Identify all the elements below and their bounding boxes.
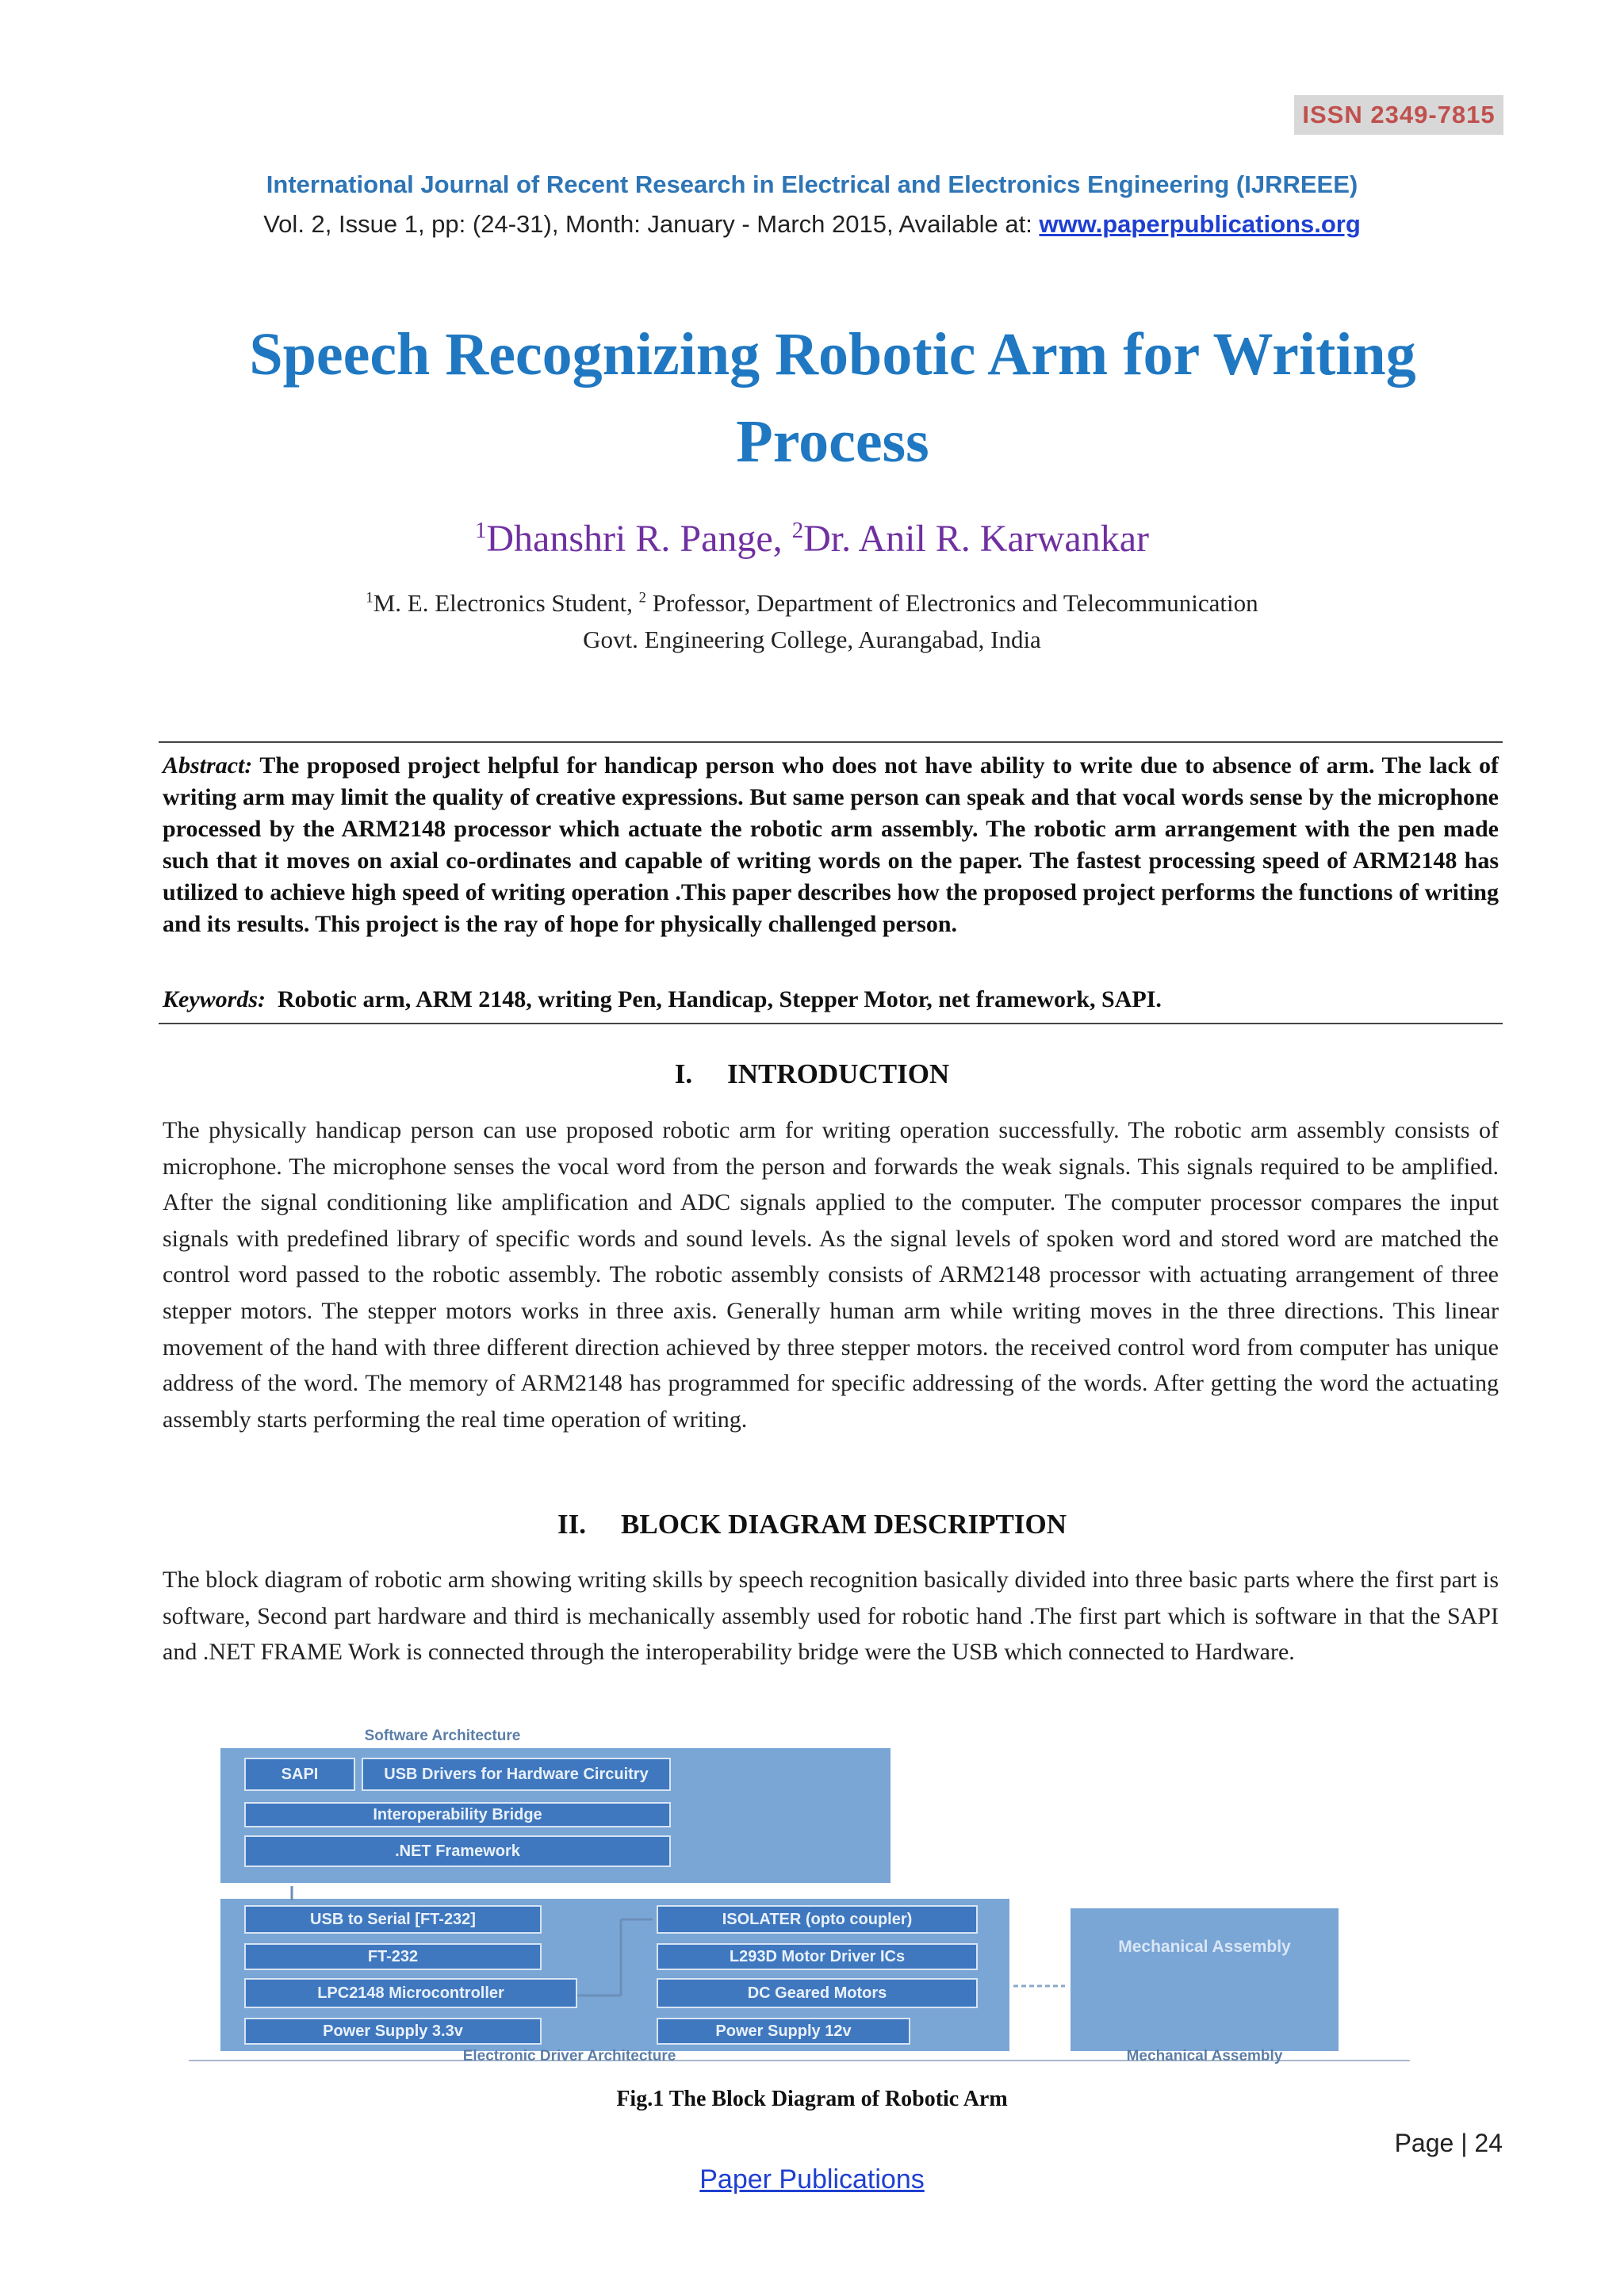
l293d-block: L293D Motor Driver ICs (657, 1943, 978, 1970)
figure-caption: Fig.1 The Block Diagram of Robotic Arm (616, 2087, 1008, 2111)
keywords-text: Robotic arm, ARM 2148, writing Pen, Handicap, Stepper Motor, net framework, SAPI. (278, 986, 1162, 1012)
author-1: Dhanshri R. Pange, (486, 518, 783, 560)
usb-to-serial-block: USB to Serial [FT-232] (244, 1905, 542, 1934)
section-title: BLOCK DIAGRAM DESCRIPTION (621, 1509, 1067, 1540)
usb-drivers-block: USB Drivers for Hardware Circuitry (362, 1758, 671, 1791)
journal-website-link[interactable]: www.paperpublications.org (1039, 210, 1361, 238)
authors (0, 517, 1624, 561)
mechanical-assembly-title: Mechanical Assembly (1126, 2048, 1283, 2064)
introduction-paragraph: The physically handicap person can use proposed robotic arm for writing operation successfully. The robotic arm assembly consists of microphone. The microphone senses the vocal word from the person and forwards the weak signals. This signals required to be amplified. After the signal conditioning like amplification and ADC signals applied to the computer. The computer processor compares the input signals with predefined library of specific words and sound levels. As the signal levels of spoken word and stored word are matched the control word passed to the robotic assembly. The robotic assembly consists of ARM2148 processor with actuating arrangement of three stepper motors. The stepper motors works in three axis. Generally human arm while writing moves in the three directions. This linear movement of the hand with three different direction achieved by three stepper motors. the received control word from computer has unique address of the word. The memory of ARM2148 has programmed for specific addressing of the words. After getting the word the actuating assembly starts performing the real time operation of writing. (163, 1117, 1499, 1433)
paper-title-line-2: Process (736, 408, 929, 475)
affiliation-line-2: Govt. Engineering College, Aurangabad, India (583, 626, 1041, 653)
abstract (163, 750, 1499, 940)
block-diagram-figure (189, 1724, 1410, 2065)
dc-geared-motors-block: DC Geared Motors (657, 1978, 978, 2008)
page-number: Page | 24 (1394, 2129, 1503, 2157)
electronic-driver-architecture-title: Electronic Driver Architecture (462, 2048, 676, 2064)
issn-badge: ISSN 2349-7815 (1294, 95, 1503, 135)
section-title: INTRODUCTION (727, 1058, 950, 1089)
dotnet-framework-block: .NET Framework (244, 1835, 671, 1867)
affiliation-line-1 (0, 585, 1624, 622)
abstract-text: The proposed project helpful for handicap person who does not have ability to write due to absence of arm. The lack of writing arm may limit the quality of creative expressions. But same person can speak and that vocal words sense by the microphone processed by the ARM2148 processor which actuate the robotic arm assembly. The robotic arm arrangement with the pen made such that it moves on axial co-ordinates and capable of writing words on the paper. The fastest processing speed of ARM2148 has utilized to achieve high speed of writing operation .This paper describes how the proposed project performs the functions of writing and its results. This project is the ray of hope for physically challenged person. (163, 752, 1499, 937)
author2-superscript: 2 (791, 518, 804, 543)
author1-superscript: 1 (474, 518, 487, 543)
abstract-top-rule (159, 741, 1503, 743)
abstract-bottom-rule (159, 1023, 1503, 1024)
affiliation-1: M. E. Electronics Student, (373, 589, 639, 617)
interoperability-bridge-block: Interoperability Bridge (244, 1802, 671, 1827)
volume-line (0, 210, 1624, 239)
power-supply-12v-block: Power Supply 12v (657, 2018, 910, 2045)
publisher-footer-link[interactable]: Paper Publications (699, 2164, 925, 2195)
paper-title (119, 311, 1546, 485)
volume-text: Vol. 2, Issue 1, pp: (24-31), Month: January - March 2015, Available at: (263, 210, 1040, 238)
block-diagram-paragraph: The block diagram of robotic arm showing writing skills by speech recognition basically divided into three basic parts where the first part is software, Second part hardware and third is mechanically assembly used for robotic hand .The first part which is software in that the SAPI and .NET FRAME Work is connected through the interoperability bridge were the USB which connected to Hardware. (163, 1567, 1499, 1666)
affiliation-2: Professor, Department of Electronics and Telecommunication (645, 589, 1258, 617)
mechanical-assembly-block: Mechanical Assembly (1118, 1938, 1291, 1956)
author-2: Dr. Anil R. Karwankar (803, 518, 1150, 560)
abstract-label: Abstract: (163, 752, 253, 779)
isolater-block: ISOLATER (opto coupler) (657, 1905, 978, 1934)
software-architecture-title: Software Architecture (364, 1728, 521, 1744)
section-number: II. (557, 1509, 586, 1540)
diagram-connectors (189, 1724, 1410, 2065)
affiliations (0, 585, 1624, 658)
journal-title: International Journal of Recent Research in Electrical and Electronics Engineering (IJRREEE) (266, 170, 1358, 198)
keywords-label: Keywords: (163, 986, 266, 1012)
section-number: I. (674, 1058, 693, 1089)
lpc2148-block: LPC2148 Microcontroller (244, 1978, 577, 2008)
section-heading-introduction (0, 1058, 1624, 1090)
paper-title-line-1: Speech Recognizing Robotic Arm for Writing (249, 321, 1416, 388)
affil2-superscript: 2 (638, 589, 646, 607)
affil1-superscript: 1 (366, 589, 373, 607)
section-heading-block-diagram (0, 1509, 1624, 1540)
keywords (163, 986, 1499, 1013)
ft232-block: FT-232 (244, 1943, 542, 1970)
sapi-block: SAPI (244, 1758, 355, 1791)
power-supply-3v3-block: Power Supply 3.3v (244, 2018, 542, 2045)
